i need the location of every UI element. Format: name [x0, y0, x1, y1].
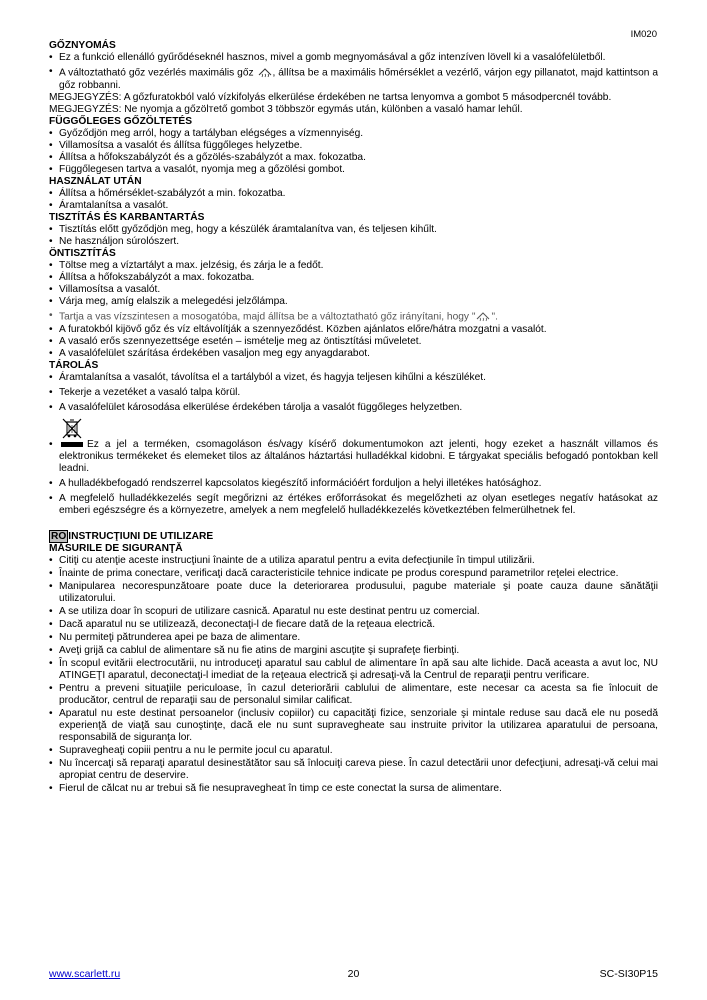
- section-title-storage: TÁROLÁS: [49, 360, 99, 371]
- list-item: • Győződjön meg arról, hogy a tartályban elégséges a vízmennyiség.: [49, 128, 658, 140]
- list-item: [49, 66, 658, 92]
- language-badge: RO: [51, 531, 67, 542]
- weee-bar-icon: [61, 442, 83, 447]
- list-item-text: A változtatható gőz vezérlés maximális gőz: [59, 67, 254, 79]
- list-item: • Ez a funkció ellenálló gyűrődéseknél hasznos, mivel a gomb megnyomásával a gőz intenzíven lövell ki a vasalófelületből.: [49, 52, 658, 64]
- ro-subtitle: MĂSURILE DE SIGURANŢĂ: [49, 543, 183, 554]
- list-item: • A hulladékbefogadó rendszerrel kapcsolatos kiegészítő információért forduljon a helyi illetékes hatósághoz.: [49, 478, 658, 490]
- list-item-text: , állítsa be a maximális hőmérséklet a vezérlő, várjon egy pillanatot, majd kattintson a gőz robbanni.: [59, 67, 659, 91]
- list-item: • Aveţi grijă ca cablul de alimentare să nu fie atins de margini ascuţite şi suprafeţe fierbinţi.: [49, 645, 658, 657]
- list-item: • Függőlegesen tartva a vasalót, nyomja meg a gőzölési gombot.: [49, 164, 658, 176]
- list-item: • În scopul evitării electrocutării, nu introduceţi aparatul sau cablul de alimentare în apă sau alte lichide. Dacă aceasta a avut loc, NU ATINGEŢI aparatul, deconectaţi-l imediat de la reţeaua electrică şi adresaţi-vă la Centrul de reparaţii pentru verificare.: [49, 658, 658, 682]
- ro-title-text: INSTRUCŢIUNI DE UTILIZARE: [68, 531, 214, 542]
- page-number: 20: [347, 968, 360, 980]
- list-item: • A megfelelő hulladékkezelés segít megőrizni az értékes erőforrásokat és megelőzheti az olyan esetleges negatív hatásokat az emberi egészségre és a környezetre, amelyek a nem megfelelő hulladékkezelés következtében felmerülhetnek fel.: [49, 493, 658, 517]
- section-title-cleaning: TISZTÍTÁS ÉS KARBANTARTÁS: [49, 212, 205, 223]
- list-item: • Ne használjon súrolószert.: [49, 236, 658, 248]
- list-item: • Nu permiteţi pătrunderea apei pe baza de alimentare.: [49, 632, 658, 644]
- list-item: • A se utiliza doar în scopuri de utilizare casnică. Aparatul nu este destinat pentru uz comercial.: [49, 606, 658, 618]
- page-footer: [49, 968, 658, 982]
- steam-max-icon: [257, 66, 273, 80]
- list-item: [49, 439, 658, 475]
- list-item: • Nu încercaţi să reparaţi aparatul desinestătător sau să înlocuiţi careva piese. În cazul detectării unor defecţiuni, adresaţi-vă celui mai apropiat centru de deservire.: [49, 758, 658, 782]
- model-number: SC-SI30P15: [599, 968, 658, 980]
- ro-title: [49, 530, 658, 543]
- section-title-vertical: FÜGGŐLEGES GŐZÖLTETÉS: [49, 116, 193, 127]
- list-item: • Manipularea necorespunzătoare poate duce la deteriorarea produsului, pagube materiale şi poate cauza daune sănătăţii utilizatorului.: [49, 581, 658, 605]
- list-item: • A furatokból kijövő gőz és víz eltávolítják a szennyeződést. Közben ajánlatos előre/hátra mozgatni a vasalót.: [49, 324, 658, 336]
- section-title-selfclean: ÖNTISZTÍTÁS: [49, 248, 116, 259]
- page-content: [49, 40, 658, 796]
- list-item-text: Tartja a vas vízszintesen a mosogatóba, majd állítsa be a változtatható gőz irányítani, hogy ": [59, 311, 476, 323]
- list-item: • Áramtalanítsa a vasalót.: [49, 200, 658, 212]
- list-item: [49, 310, 658, 324]
- document-code: IM020: [630, 29, 657, 40]
- list-item: • Tekerje a vezetéket a vasaló talpa körül.: [49, 387, 658, 399]
- website-link[interactable]: www.scarlett.ru: [49, 968, 121, 980]
- list-item: • A vasalófelület szárítása érdekében vasaljon meg egy anyagdarabot.: [49, 348, 658, 360]
- list-item-text: ".: [491, 311, 498, 323]
- list-item: • Citiţi cu atenţie aceste instrucţiuni înainte de a utiliza aparatul pentru a evita defecţiunile în timpul utilizării.: [49, 555, 658, 567]
- note: MEGJEGYZÉS: A gőzfuratokból való vízkifolyás elkerülése érdekében ne tartsa lenyomva a gombot 5 másodpercnél tovább.: [49, 92, 612, 103]
- list-item: • Înainte de prima conectare, verificaţi dacă caracteristicile tehnice indicate pe produs corespund parametrilor reţelei electrice.: [49, 568, 658, 580]
- note: MEGJEGYZÉS: Ne nyomja a gőzölтető gombot 3 többször egymás után, különben a vasaló hamar lehűl.: [49, 104, 523, 115]
- list-item: • Állítsa a hőmérséklet-szabályzót a min. fokozatba.: [49, 188, 658, 200]
- list-item: • Várja meg, amíg elalszik a melegedési jelzőlámpa.: [49, 296, 658, 308]
- steam-icon: [475, 310, 491, 324]
- list-item: • Áramtalanítsa a vasalót, távolítsa el a tartályból a vizet, és hagyja teljesen kihűlni a készüléket.: [49, 372, 658, 384]
- list-item: • A vasaló erős szennyezettsége esetén – ismételje meg az öntisztítási műveletet.: [49, 336, 658, 348]
- list-item: • Állítsa a hőfokszabályzót a max. fokozatba.: [49, 272, 658, 284]
- section-title-after: HASZNÁLAT UTÁN: [49, 176, 142, 187]
- list-item: • Állítsa a hőfokszabályzót és a gőzölés-szabályzót a max. fokozatba.: [49, 152, 658, 164]
- list-item: • Dacă aparatul nu se utilizează, deconectaţi-l de fiecare dată de la reţeaua electrică.: [49, 619, 658, 631]
- list-item: • Villamosítsa a vasalót.: [49, 284, 658, 296]
- list-item: • A vasalófelület károsodása elkerülése érdekében tárolja a vasalót függőleges helyzetben.: [49, 402, 658, 414]
- list-item: • Töltse meg a víztartályt a max. jelzésig, és zárja le a fedőt.: [49, 260, 658, 272]
- list-item: • Aparatul nu este destinat persoanelor (inclusiv copiilor) cu capacităţi fizice, senzoriale şi mintale reduse sau dacă ele nu posedă experienţă de viaţă sau cunoştinţe, dacă ele nu sunt supravegheate sau instruite privitor la utilizarea aparatului de persoana, responsabilă de siguranţa lor.: [49, 708, 658, 744]
- list-item: • Pentru a preveni situaţiile periculoase, în cazul deteriorării cablului de alimentare, este necesar ca acesta sa fie înlocuit de producător, centrul de reparaţii sau de personalul similar calificat.: [49, 683, 658, 707]
- list-item: • Supravegheaţi copiii pentru a nu le permite jocul cu aparatul.: [49, 745, 658, 757]
- list-item: • Fierul de călcat nu ar trebui să fie nesupravegheat în timp ce este conectat la sursa de alimentare.: [49, 783, 658, 795]
- section-title-steam: GŐZNYOMÁS: [49, 40, 116, 51]
- list-item: • Tisztítás előtt győződjön meg, hogy a készülék áramtalanítva van, és teljesen kihűlt.: [49, 224, 658, 236]
- weee-bin-icon: [49, 417, 658, 439]
- list-item: • Villamosítsa a vasalót és állítsa függőleges helyzetbe.: [49, 140, 658, 152]
- list-item-text: Ez a jel a terméken, csomagoláson és/vagy kísérő dokumentumokon azt jelenti, hogy ezeket a használt villamos és elektronikus termékeket és elemeket tilos az általános háztartási hulladékkal kidobni. E tárgyakat speciális befogadó pontokban kell leadni.: [59, 439, 658, 474]
